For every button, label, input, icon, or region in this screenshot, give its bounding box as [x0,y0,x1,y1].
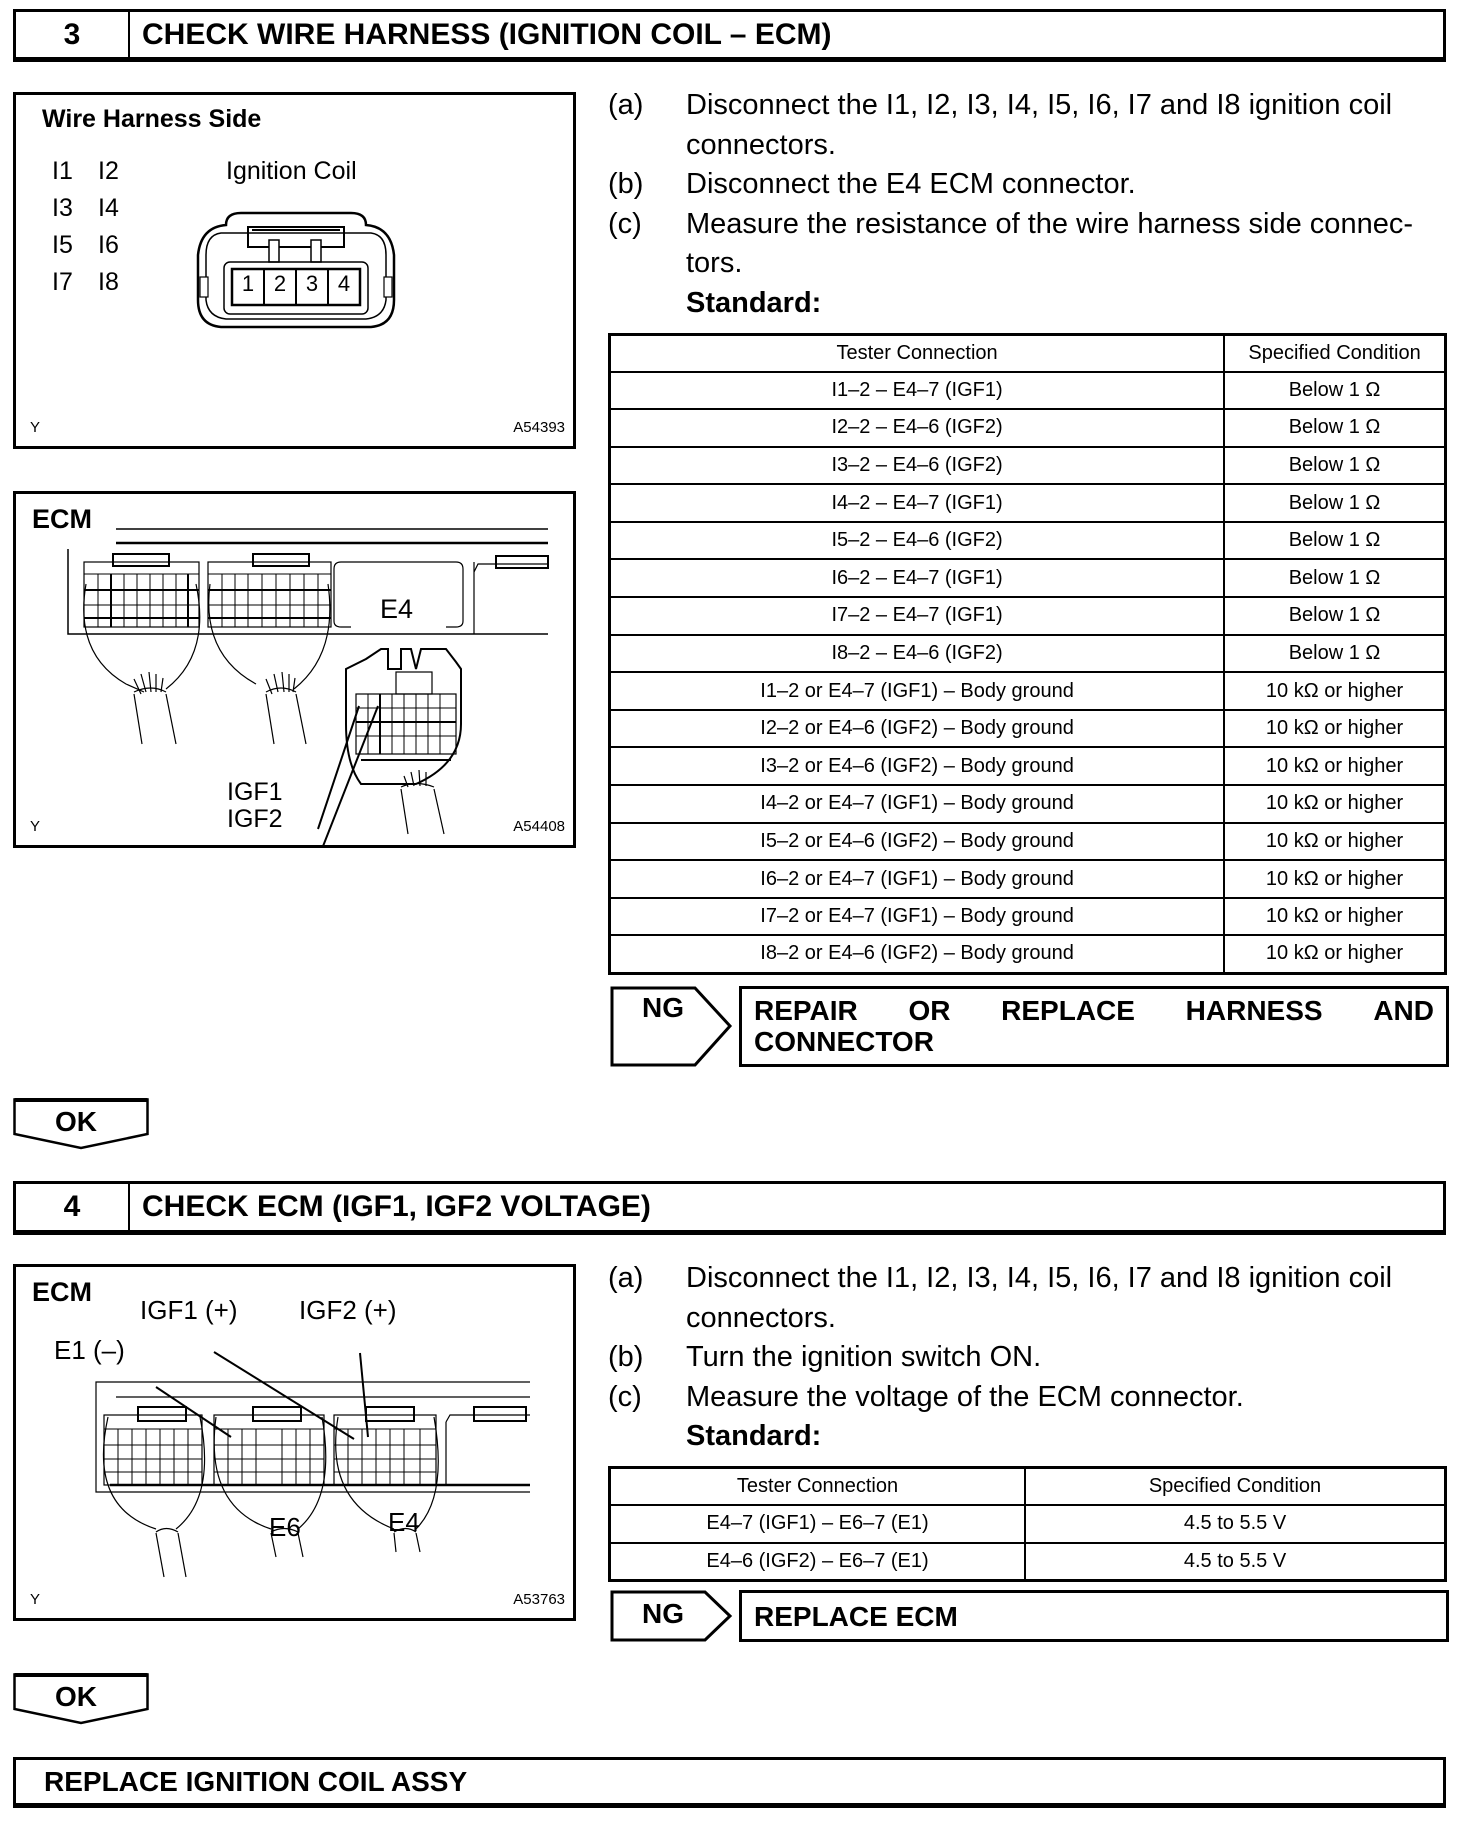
pin-numbers [232,271,360,297]
step-c [608,205,1448,284]
table-row [610,409,1446,447]
table-row [610,559,1446,597]
step-key: (b) [608,168,644,200]
step-key: (a) [608,1262,644,1294]
connector-id: I7 [52,268,73,296]
label-e6: E6 [269,1512,301,1542]
ng-result-box [739,986,1449,1067]
section-number: 4 [16,1184,130,1230]
step-key: (b) [608,1341,644,1373]
resistance-spec-table [608,333,1447,975]
ng-label: NG [642,992,684,1023]
connector-id: I1 [52,157,73,185]
final-action-box: REPLACE IGNITION COIL ASSY [13,1757,1446,1808]
figure-corner-mark: Y [30,419,41,436]
table-cell: I4–2 or E4–7 (IGF1) – Body ground [610,785,1225,823]
table-cell: 4.5 to 5.5 V [1025,1505,1445,1543]
ng-result-word: OR [908,995,951,1026]
ok-label: OK [55,1681,97,1712]
connector-label-e4: E4 [380,594,414,624]
ng-result-box: REPLACE ECM [739,1590,1449,1642]
ng-result-line-1 [754,995,1434,1026]
table-header-row [610,335,1446,372]
table-cell: 4.5 to 5.5 V [1025,1543,1445,1581]
pin-label-igf2: IGF2 [227,805,283,833]
step-text: Measure the voltage of the ECM connector. [686,1380,1244,1413]
ng-arrow[interactable] [610,1590,735,1642]
table-row [610,597,1446,635]
figure-heading: ECM [32,1277,92,1307]
table-cell: 10 kΩ or higher [1224,860,1445,898]
pin-label-igf1: IGF1 [227,778,283,806]
ng-branch-1[interactable] [610,986,1449,1067]
table-cell: Below 1 Ω [1224,409,1445,447]
ng-result-word: AND [1373,995,1434,1026]
figure-wire-harness-side [13,92,576,449]
connector-id: I4 [98,194,119,222]
table-row [610,372,1446,410]
table-header-row [610,1468,1446,1505]
table-cell: I7–2 or E4–7 (IGF1) – Body ground [610,898,1225,936]
step-text: Disconnect the E4 ECM connector. [686,168,1136,200]
ok-branch-1[interactable] [13,1098,149,1150]
step-key: (a) [608,89,644,121]
step-b [608,165,1448,205]
table-cell: 10 kΩ or higher [1224,672,1445,710]
table-row [610,1505,1446,1543]
step-a [608,1259,1448,1338]
column-header: Specified Condition [1025,1468,1445,1505]
table-cell: I1–2 or E4–7 (IGF1) – Body ground [610,672,1225,710]
section-4-header [13,1181,1446,1235]
table-cell: 10 kΩ or higher [1224,747,1445,785]
ecm-connectors-illustration [16,1267,573,1618]
connector-id: I6 [98,231,119,259]
table-row [610,447,1446,485]
table-row [610,710,1446,748]
connector-label: Ignition Coil [226,157,357,185]
table-cell: Below 1 Ω [1224,484,1445,522]
table-cell: I5–2 – E4–6 (IGF2) [610,522,1225,560]
figure-ecm-e4 [13,491,576,848]
table-cell: I8–2 or E4–6 (IGF2) – Body ground [610,935,1225,973]
column-header: Tester Connection [610,1468,1026,1505]
figure-code: A54408 [513,818,565,835]
table-row [610,823,1446,861]
figure-corner-mark: Y [30,818,41,835]
step-b [608,1338,1448,1378]
table-cell: Below 1 Ω [1224,522,1445,560]
table-cell: I4–2 – E4–7 (IGF1) [610,484,1225,522]
label-igf1: IGF1 (+) [140,1295,238,1325]
section-3-header [13,9,1446,62]
step-text: Disconnect the I1, I2, I3, I4, I5, I6, I7 and I8 ignition coil [686,1262,1393,1294]
connector-id-list [52,153,119,301]
standard-label: Standard: [686,286,822,319]
step-text: Turn the ignition switch ON. [686,1341,1042,1373]
table-cell: Below 1 Ω [1224,597,1445,635]
table-cell: I2–2 or E4–6 (IGF2) – Body ground [610,710,1225,748]
voltage-spec-table [608,1466,1447,1582]
table-row [610,785,1446,823]
table-cell: 10 kΩ or higher [1224,823,1445,861]
table-cell: I6–2 or E4–7 (IGF1) – Body ground [610,860,1225,898]
table-cell: 10 kΩ or higher [1224,785,1445,823]
table-row [610,672,1446,710]
connector-id: I5 [52,231,73,259]
table-cell: Below 1 Ω [1224,447,1445,485]
step-key: (c) [608,1380,642,1413]
ng-result-line-2: CONNECTOR [754,1026,934,1057]
table-cell: I3–2 – E4–6 (IGF2) [610,447,1225,485]
step-c [608,1378,1448,1418]
ng-result-word: REPAIR [754,995,858,1026]
ng-result-word: REPLACE [1001,995,1135,1026]
column-header: Tester Connection [610,335,1225,372]
step-text: tors. [686,247,743,279]
table-cell: E4–7 (IGF1) – E6–7 (E1) [610,1505,1026,1543]
step-key: (c) [608,207,642,240]
section-3-steps [608,86,1448,323]
figure-heading: ECM [32,504,92,534]
figure-code: A53763 [513,1591,565,1608]
table-cell: 10 kΩ or higher [1224,935,1445,973]
step-text: Disconnect the I1, I2, I3, I4, I5, I6, I7 and I8 ignition coil [686,89,1393,121]
table-row [610,635,1446,673]
ng-arrow[interactable] [610,986,735,1067]
table-cell: 10 kΩ or higher [1224,898,1445,936]
connector-id: I2 [98,157,119,185]
table-row [610,935,1446,973]
table-row [610,522,1446,560]
ng-label: NG [642,1598,684,1629]
table-row [610,747,1446,785]
table-cell: I2–2 – E4–6 (IGF2) [610,409,1225,447]
section-title: CHECK ECM (IGF1, IGF2 VOLTAGE) [142,1190,651,1223]
label-e1: E1 (–) [54,1335,125,1365]
ng-branch-2[interactable] [610,1590,1449,1642]
label-e4: E4 [388,1507,420,1537]
table-cell: Below 1 Ω [1224,559,1445,597]
table-cell: I8–2 – E4–6 (IGF2) [610,635,1225,673]
label-igf2: IGF2 (+) [299,1295,397,1325]
figure-heading: Wire Harness Side [42,105,262,133]
table-cell: I5–2 or E4–6 (IGF2) – Body ground [610,823,1225,861]
pin-number: 1 [241,271,255,296]
column-header: Specified Condition [1224,335,1445,372]
ok-label: OK [55,1106,97,1137]
table-row [610,484,1446,522]
ignition-coil-connector-icon [186,205,406,335]
step-text: connectors. [686,128,836,161]
pin-number: 3 [305,271,319,296]
section-4-steps [608,1259,1448,1457]
step-text: Measure the resistance of the wire harness side connec- [686,207,1413,240]
table-cell: I7–2 – E4–7 (IGF1) [610,597,1225,635]
figure-corner-mark: Y [30,1591,41,1608]
table-cell: I6–2 – E4–7 (IGF1) [610,559,1225,597]
table-cell: E4–6 (IGF2) – E6–7 (E1) [610,1543,1026,1581]
figure-code: A54393 [513,419,565,436]
ecm-connectors-illustration [16,494,573,845]
pin-number: 4 [337,271,351,296]
pin-number: 2 [273,271,287,296]
table-cell: I3–2 or E4–6 (IGF2) – Body ground [610,747,1225,785]
step-a [608,86,1448,165]
table-cell: I1–2 – E4–7 (IGF1) [610,372,1225,410]
table-row [610,860,1446,898]
figure-ecm-voltage [13,1264,576,1621]
table-cell: 10 kΩ or higher [1224,710,1445,748]
table-cell: Below 1 Ω [1224,372,1445,410]
table-row [610,1543,1446,1581]
table-row [610,898,1446,936]
connector-id: I8 [98,268,119,296]
section-title: CHECK WIRE HARNESS (IGNITION COIL – ECM) [142,17,832,51]
ng-result-word: HARNESS [1185,995,1323,1026]
connector-id: I3 [52,194,73,222]
table-cell: Below 1 Ω [1224,635,1445,673]
standard-label: Standard: [686,1420,822,1452]
section-number: 3 [16,12,130,57]
ok-branch-2[interactable] [13,1673,149,1725]
step-text: connectors. [686,1301,836,1334]
